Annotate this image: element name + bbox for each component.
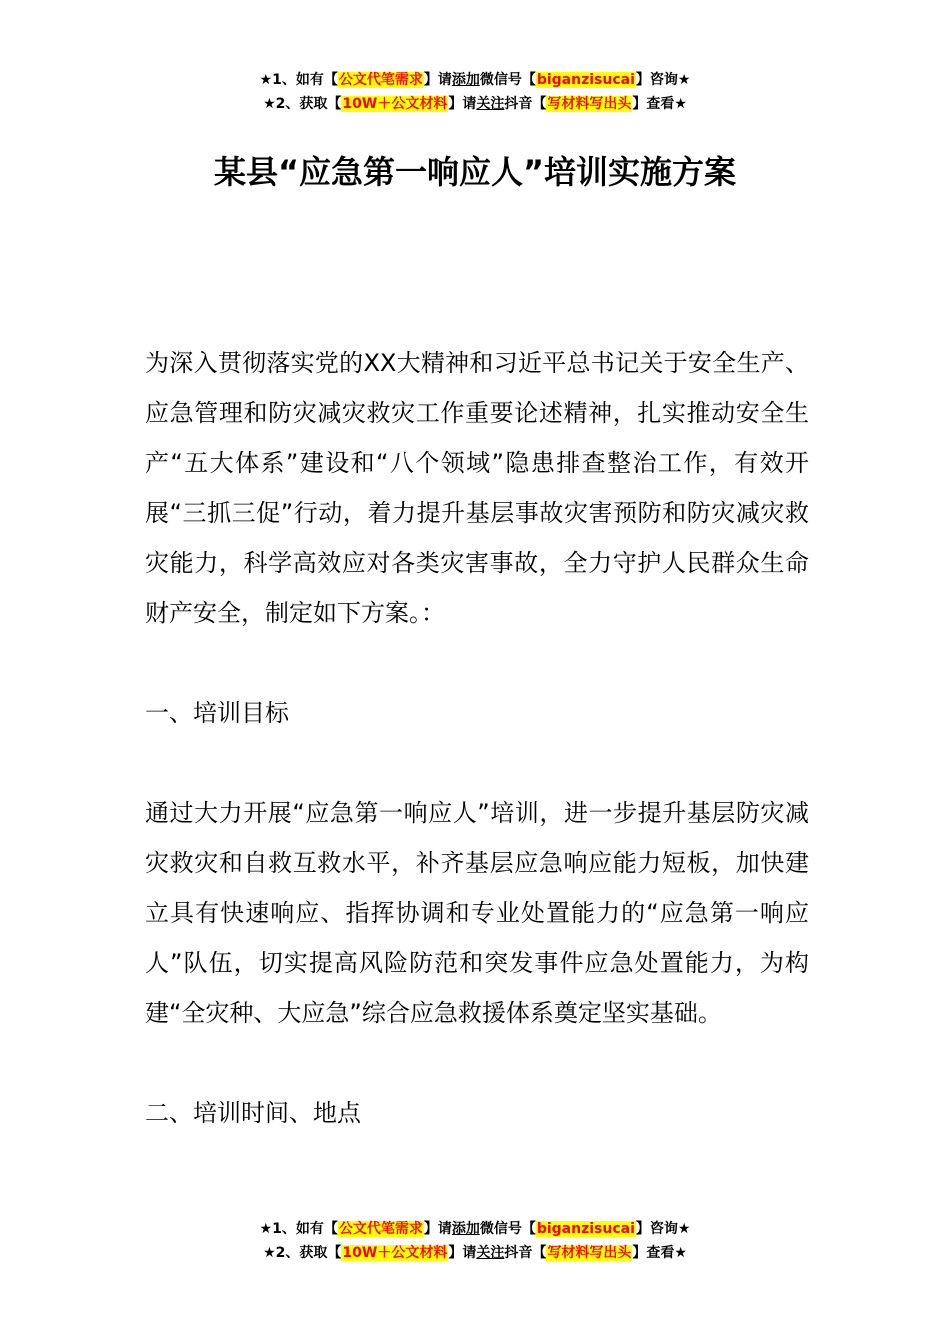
banner-line-2-underline: 关注: [476, 96, 505, 112]
intro-paragraph: 为深入贯彻落实党的XX大精神和习近平总书记关于安全生产、应急管理和防灾减灾救灾工作重要论述精神，扎实推动安全生产“五大体系”建设和“八个领域”隐患排查整治工作，有效开展“三抓三促”行动，着力提升基层事故灾害预防和防灾减灾救灾能力，科学高效应对各类灾害事故，全力守护人民群众生命财产安全，制定如下方案。：: [145, 349, 809, 627]
footer-line-2-suffix: 】查看★: [632, 1245, 687, 1261]
footer-line-1-mid: 】请: [423, 1221, 452, 1237]
footer-banner-line-1: [0, 1217, 950, 1241]
footer-line-2-highlight-materials: 10W＋公文材料: [342, 1245, 448, 1261]
banner-line-1-underline: 添加: [451, 72, 480, 88]
footer-line-2-prefix: ★2、获取【: [263, 1245, 342, 1261]
banner-line-2-highlight-douyin: 写材料写出头: [547, 96, 632, 112]
footer-banner: [0, 1217, 950, 1265]
footer-line-1-highlight-wechat: biganzisucai: [536, 1221, 635, 1237]
footer-line-2-mid: 】请: [448, 1245, 477, 1261]
banner-line-2-prefix: ★2、获取【: [263, 96, 342, 112]
section-paragraph-goals: 通过大力开展“应急第一响应人”培训，进一步提升基层防灾减灾救灾和自救互救水平，补齐基层应急响应能力短板，加快建立具有快速响应、指挥协调和专业处置能力的“应急第一响应人”队伍，切实提高风险防范和突发事件应急处置能力，为构建“全灾种、大应急”综合应急救援体系奠定坚实基础。: [145, 799, 809, 1027]
banner-line-1-highlight-wechat: biganzisucai: [536, 72, 635, 88]
banner-line-2-suffix: 】查看★: [632, 96, 687, 112]
paragraph-gap: [145, 638, 809, 688]
banner-line-2-mid: 】请: [448, 96, 477, 112]
header-banner: [0, 68, 950, 116]
footer-line-1-highlight-service: 公文代笔需求: [338, 1221, 423, 1237]
footer-line-1-mid2: 微信号【: [479, 1221, 536, 1237]
footer-line-2-mid2: 抖音【: [504, 1245, 547, 1261]
document-title: 某县“应急第一响应人”培训实施方案: [213, 153, 737, 191]
footer-banner-line-2: [0, 1241, 950, 1265]
banner-line-2-mid2: 抖音【: [504, 96, 547, 112]
banner-line-2-highlight-materials: 10W＋公文材料: [342, 96, 448, 112]
banner-line-1-mid: 】请: [423, 72, 452, 88]
banner-line-2: [0, 92, 950, 116]
banner-line-1-highlight-service: 公文代笔需求: [338, 72, 423, 88]
document-body: [145, 338, 809, 1138]
footer-line-2-underline: 关注: [476, 1245, 505, 1261]
section-heading-time-place: 二、培训时间、地点: [145, 1099, 361, 1127]
section-heading-goals: 一、培训目标: [145, 699, 289, 727]
banner-line-1-prefix: ★1、如有【: [259, 72, 338, 88]
footer-line-1-prefix: ★1、如有【: [259, 1221, 338, 1237]
footer-line-1-underline: 添加: [451, 1221, 480, 1237]
banner-line-1: [0, 68, 950, 92]
paragraph-gap: [145, 738, 809, 788]
banner-line-1-mid2: 微信号【: [479, 72, 536, 88]
paragraph-gap: [145, 1038, 809, 1088]
footer-line-2-highlight-douyin: 写材料写出头: [547, 1245, 632, 1261]
banner-line-1-suffix: 】咨询★: [635, 72, 691, 88]
footer-line-1-suffix: 】咨询★: [635, 1221, 691, 1237]
